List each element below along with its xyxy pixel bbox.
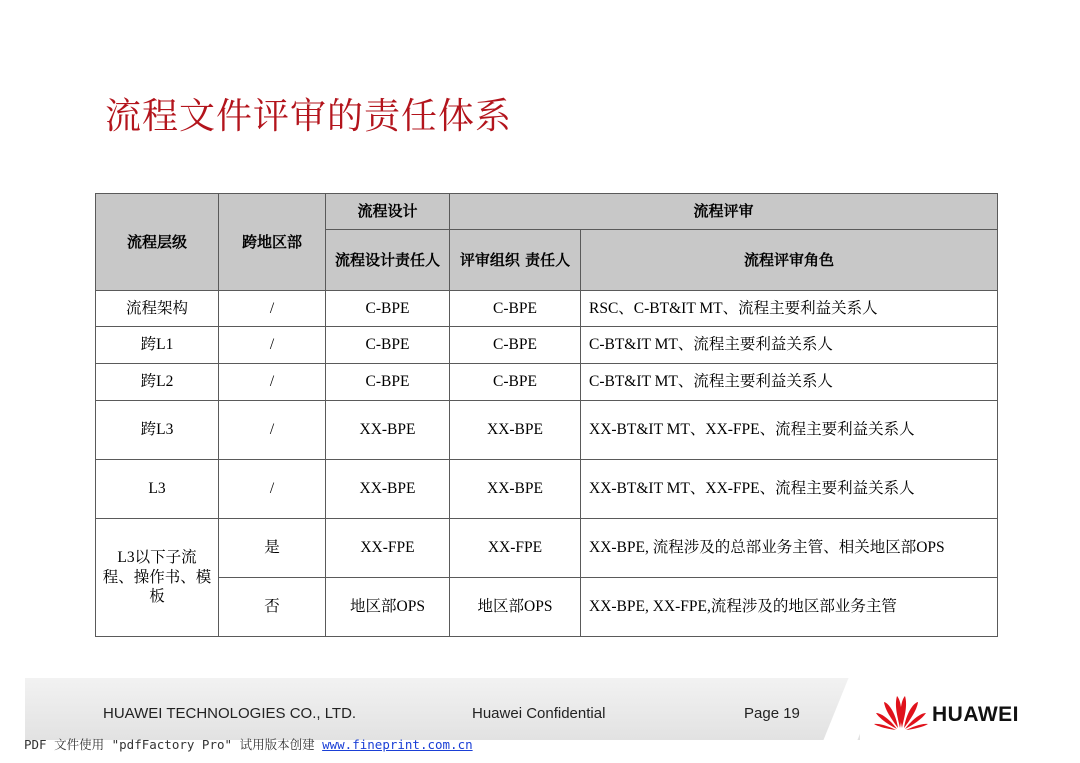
- huawei-logo-text: HUAWEI: [932, 703, 1019, 726]
- cell-level: 跨L2: [96, 364, 219, 401]
- table-row: [96, 364, 998, 401]
- cell-design: XX-BPE: [326, 401, 450, 460]
- cell-review-org: C-BPE: [450, 327, 581, 364]
- cell-review-org: C-BPE: [450, 364, 581, 401]
- cell-design: C-BPE: [326, 291, 450, 327]
- cell-roles: XX-BT&IT MT、XX-FPE、流程主要利益关系人: [581, 401, 998, 460]
- header-design-group: 流程设计: [326, 194, 450, 230]
- cell-cross: /: [219, 401, 326, 460]
- table-row: [96, 578, 998, 637]
- table-row: [96, 401, 998, 460]
- cell-roles: XX-BPE, 流程涉及的总部业务主管、相关地区部OPS: [581, 519, 998, 578]
- cell-design: C-BPE: [326, 327, 450, 364]
- header-design-owner: 流程设计责任人: [326, 230, 450, 291]
- table-row: [96, 460, 998, 519]
- cell-design: 地区部OPS: [326, 578, 450, 637]
- header-review-group: 流程评审: [450, 194, 998, 230]
- cell-cross: /: [219, 327, 326, 364]
- cell-roles: C-BT&IT MT、流程主要利益关系人: [581, 327, 998, 364]
- header-review-roles: 流程评审角色: [581, 230, 998, 291]
- footer-page-number: Page 19: [744, 705, 800, 722]
- table-row: [96, 327, 998, 364]
- cell-review-org: XX-FPE: [450, 519, 581, 578]
- cell-level: L3: [96, 460, 219, 519]
- cell-roles: XX-BPE, XX-FPE,流程涉及的地区部业务主管: [581, 578, 998, 637]
- watermark-link[interactable]: www.fineprint.com.cn: [322, 737, 473, 752]
- cell-cross: /: [219, 364, 326, 401]
- cell-cross: 否: [219, 578, 326, 637]
- cell-roles: XX-BT&IT MT、XX-FPE、流程主要利益关系人: [581, 460, 998, 519]
- page-title: 流程文件评审的责任体系: [105, 96, 513, 137]
- cell-review-org: XX-BPE: [450, 401, 581, 460]
- pdf-watermark: [24, 735, 473, 753]
- cell-level-sub: L3以下子流程、操作书、模板: [96, 519, 219, 637]
- footer-confidential: Huawei Confidential: [472, 705, 606, 722]
- cell-design: C-BPE: [326, 364, 450, 401]
- cell-review-org: XX-BPE: [450, 460, 581, 519]
- cell-cross: /: [219, 460, 326, 519]
- header-level: 流程层级: [96, 194, 219, 291]
- footer-company: HUAWEI TECHNOLOGIES CO., LTD.: [103, 705, 357, 722]
- table-row: [96, 291, 998, 327]
- header-review-org-owner: 评审组织 责任人: [450, 230, 581, 291]
- cell-design: XX-BPE: [326, 460, 450, 519]
- huawei-logo-icon: [873, 694, 929, 730]
- cell-level: 跨L3: [96, 401, 219, 460]
- cell-design: XX-FPE: [326, 519, 450, 578]
- cell-level: 跨L1: [96, 327, 219, 364]
- cell-roles: RSC、C-BT&IT MT、流程主要利益关系人: [581, 291, 998, 327]
- header-cross-region: 跨地区部: [219, 194, 326, 291]
- cell-cross: /: [219, 291, 326, 327]
- table-row: [96, 519, 998, 578]
- cell-review-org: 地区部OPS: [450, 578, 581, 637]
- review-responsibility-table: [95, 193, 998, 637]
- watermark-text: PDF 文件使用 "pdfFactory Pro" 试用版本创建: [24, 737, 315, 752]
- cell-review-org: C-BPE: [450, 291, 581, 327]
- cell-cross: 是: [219, 519, 326, 578]
- cell-level: 流程架构: [96, 291, 219, 327]
- cell-roles: C-BT&IT MT、流程主要利益关系人: [581, 364, 998, 401]
